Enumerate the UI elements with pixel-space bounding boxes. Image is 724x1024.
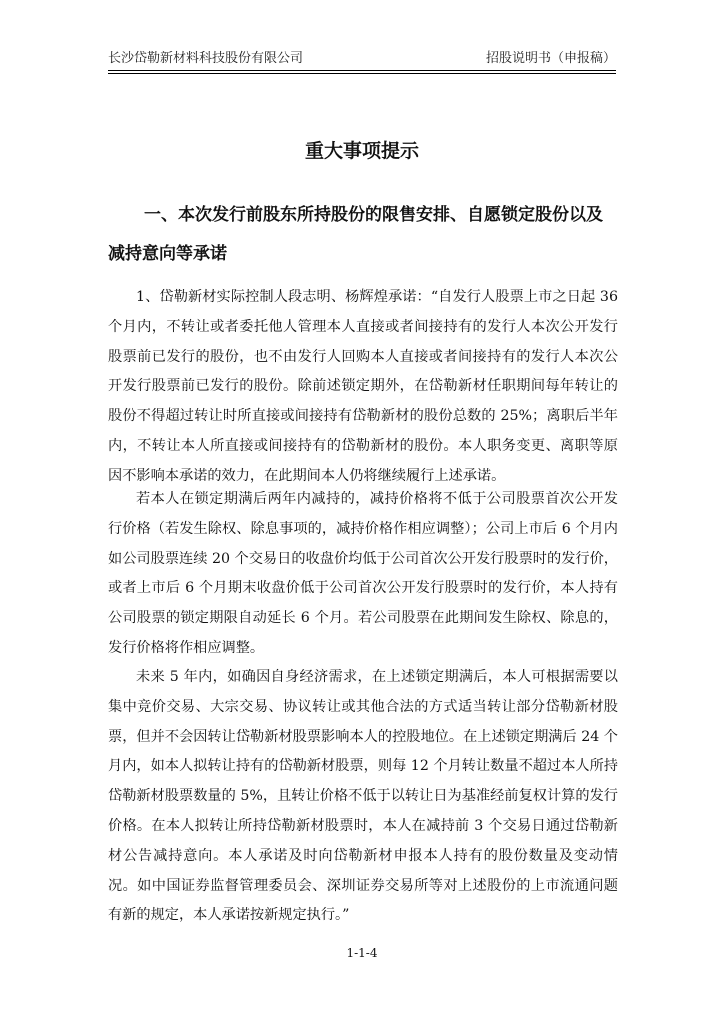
page-number: 1-1-4	[346, 946, 378, 960]
body-paragraph: 若本人在锁定期满后两年内减持的，减持价格将不低于公司股票首次公开发行价格（若发生除权、除息事项的，减持价格作相应调整）；公司上市后 6 个月内如公司股票连续 20 个交易日的收盘价均低于公司首次公开发行股票时的发行价，或者上市后 6 个月期末收盘价低于公司首次公开发行股票时的发行价，本人持有公司股票的锁定期限自动延长 6 个月。若公司股票在此期间发生除权、除息的，发行价格将作相应调整。	[108, 491, 618, 656]
header-rule-thin	[108, 73, 616, 74]
body-paragraph: 未来 5 年内，如确因自身经济需求，在上述锁定期满后，本人可根据需要以集中竞价交易、大宗交易、协议转让或其他合法的方式适当转让部分岱勒新材股票，但并不会因转让岱勒新材股票影响本人的控股地位。在上述锁定期满后 24 个月内，如本人拟转让持有的岱勒新材股票，则每 12 个月转让数量不超过本人所持岱勒新材股票数量的 5%，且转让价格不低于以转让日为基准经前复权计算的发行价格。在本人拟转让所持岱勒新材股票时，本人在减持前 3 个交易日通过岱勒新材公告减持意向。本人承诺及时向岱勒新材申报本人持有的股份数量及变动情况。如中国证券监督管理委员会、深圳证券交易所等对上述股份的上市流通问题有新的规定，本人承诺按新规定执行。”	[108, 669, 618, 924]
header-rule-thick	[108, 70, 616, 71]
section-heading: 一、本次发行前股东所持股份的限售安排、自愿锁定股份以及减持意向等承诺	[108, 205, 603, 264]
page-header	[108, 50, 616, 72]
page-title: 重大事项提示	[304, 140, 419, 162]
document-type: 招股说明书（申报稿）	[485, 51, 616, 66]
body-paragraph: 1、岱勒新材实际控制人段志明、杨辉煌承诺：“自发行人股票上市之日起 36 个月内，不转让或者委托他人管理本人直接或者间接持有的发行人本次公开发行股票前已发行的股份，也不由发行人回购本人直接或者间接持有的发行人本次公开发行股票前已发行的股份。除前述锁定期外，在岱勒新材任职期间每年转让的股份不得超过转让时所直接或间接持有岱勒新材的股份总数的 25%；离职后半年内，不转让本人所直接或间接持有的岱勒新材的股份。本人职务变更、离职等原因不影响本承诺的效力，在此期间本人仍将继续履行上述承诺。	[108, 289, 618, 484]
company-name: 长沙岱勒新材料科技股份有限公司	[108, 51, 304, 66]
